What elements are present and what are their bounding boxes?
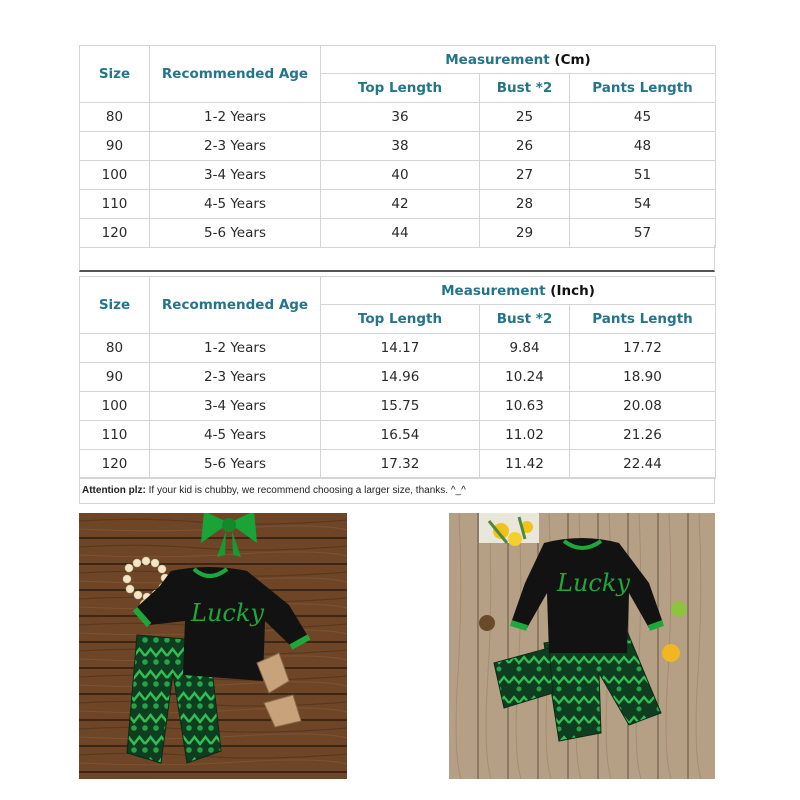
yellow-ball <box>662 644 680 662</box>
age-cell: 5-6 Years <box>150 219 321 248</box>
table-row <box>80 132 716 161</box>
size-cell: 100 <box>80 161 150 190</box>
size-cell: 110 <box>80 190 150 219</box>
top-length-cell: 36 <box>321 103 480 132</box>
size-chart-cm <box>79 45 716 248</box>
bust-cell: 9.84 <box>480 334 570 363</box>
age-cell: 2-3 Years <box>150 363 321 392</box>
yellow-flowers <box>479 513 539 546</box>
top-length-cell: 14.96 <box>321 363 480 392</box>
bust-cell: 10.24 <box>480 363 570 392</box>
table-row <box>80 334 716 363</box>
size-chart-inch <box>79 276 716 479</box>
pants-length-cell: 17.72 <box>570 334 716 363</box>
top-length-header: Top Length <box>321 74 480 103</box>
pants-length-cell: 22.44 <box>570 450 716 479</box>
table-row <box>80 219 716 248</box>
bust-cell: 26 <box>480 132 570 161</box>
light-wood-illustration <box>449 513 715 779</box>
top-length-cell: 38 <box>321 132 480 161</box>
product-photo-flatlay <box>79 513 347 779</box>
age-cell: 5-6 Years <box>150 450 321 479</box>
attention-note <box>79 477 715 504</box>
top-length-cell: 14.17 <box>321 334 480 363</box>
pants-length-cell: 48 <box>570 132 716 161</box>
measurement-header <box>321 277 716 305</box>
size-cell: 90 <box>80 363 150 392</box>
bust-cell: 25 <box>480 103 570 132</box>
table-row <box>80 103 716 132</box>
bust-cell: 27 <box>480 161 570 190</box>
age-header: Recommended Age <box>150 46 321 103</box>
bust-cell: 10.63 <box>480 392 570 421</box>
pants-length-cell: 57 <box>570 219 716 248</box>
top-length-cell: 16.54 <box>321 421 480 450</box>
pants-length-cell: 45 <box>570 103 716 132</box>
size-cell: 110 <box>80 421 150 450</box>
pinecone <box>479 615 495 631</box>
pants-length-cell: 51 <box>570 161 716 190</box>
age-cell: 1-2 Years <box>150 334 321 363</box>
table-row <box>80 450 716 479</box>
unit-label: (Inch) <box>550 282 595 299</box>
age-cell: 4-5 Years <box>150 190 321 219</box>
attention-text: If your kid is chubby, we recommend choosing a larger size, thanks. ^_^ <box>145 485 466 496</box>
pants-length-header: Pants Length <box>570 74 716 103</box>
bust-header: Bust *2 <box>480 74 570 103</box>
table-row <box>80 392 716 421</box>
bust-header: Bust *2 <box>480 305 570 334</box>
green-ball <box>671 601 687 617</box>
shirt-print-text: Lucky <box>557 569 630 597</box>
bust-cell: 29 <box>480 219 570 248</box>
measurement-header <box>321 46 716 74</box>
attention-label: Attention plz: <box>82 485 146 496</box>
top-length-cell: 15.75 <box>321 392 480 421</box>
size-cell: 80 <box>80 103 150 132</box>
size-cell: 120 <box>80 450 150 479</box>
table-row <box>80 190 716 219</box>
age-cell: 2-3 Years <box>150 132 321 161</box>
top-length-cell: 17.32 <box>321 450 480 479</box>
table-row <box>80 161 716 190</box>
size-cell: 120 <box>80 219 150 248</box>
age-header: Recommended Age <box>150 277 321 334</box>
age-cell: 1-2 Years <box>150 103 321 132</box>
pants-length-header: Pants Length <box>570 305 716 334</box>
age-cell: 3-4 Years <box>150 161 321 190</box>
bust-cell: 28 <box>480 190 570 219</box>
table-row <box>80 421 716 450</box>
bust-cell: 11.02 <box>480 421 570 450</box>
top-length-cell: 40 <box>321 161 480 190</box>
flatlay-illustration <box>79 513 347 779</box>
unit-label: (Cm) <box>554 51 591 68</box>
measurement-label: Measurement <box>441 282 546 299</box>
top-length-cell: 44 <box>321 219 480 248</box>
shirt-print-text: Lucky <box>191 599 264 627</box>
size-header: Size <box>80 46 150 103</box>
table-row <box>80 363 716 392</box>
size-cell: 90 <box>80 132 150 161</box>
pants-length-cell: 21.26 <box>570 421 716 450</box>
measurement-label: Measurement <box>445 51 550 68</box>
size-cell: 100 <box>80 392 150 421</box>
pants-length-cell: 54 <box>570 190 716 219</box>
age-cell: 3-4 Years <box>150 392 321 421</box>
age-cell: 4-5 Years <box>150 421 321 450</box>
product-photo-light-wood <box>449 513 715 779</box>
pants-length-cell: 20.08 <box>570 392 716 421</box>
table-divider <box>79 245 715 272</box>
size-cell: 80 <box>80 334 150 363</box>
pants-length-cell: 18.90 <box>570 363 716 392</box>
bust-cell: 11.42 <box>480 450 570 479</box>
size-header: Size <box>80 277 150 334</box>
top-length-header: Top Length <box>321 305 480 334</box>
top-length-cell: 42 <box>321 190 480 219</box>
